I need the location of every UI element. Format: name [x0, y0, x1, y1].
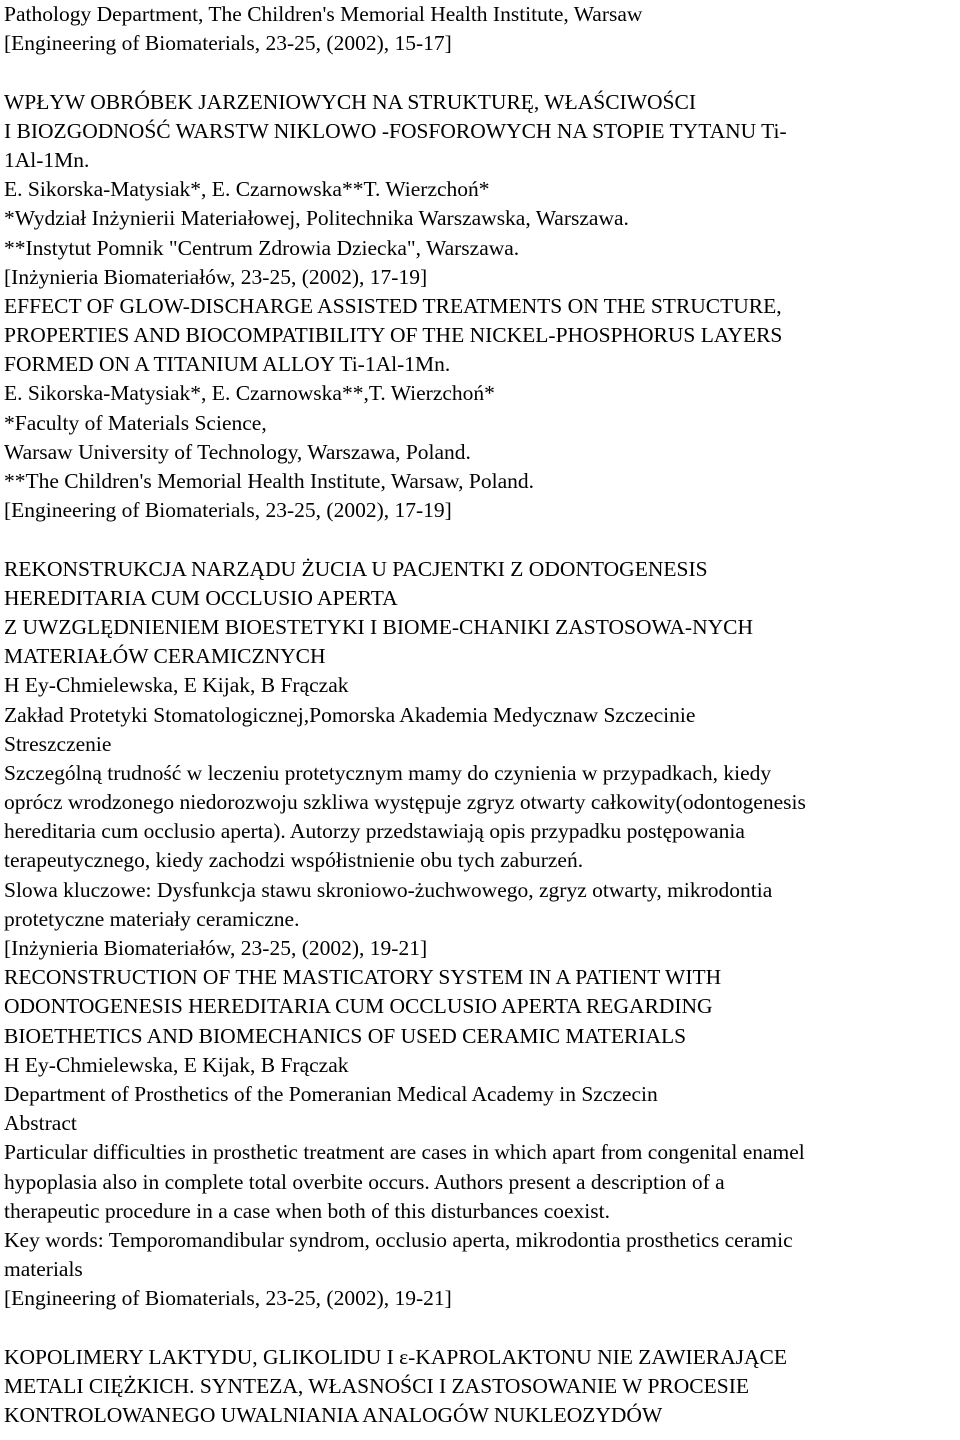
- text-line: Z UWZGLĘDNIENIEM BIOESTETYKI I BIOME-CHANIKI ZASTOSOWA-NYCH: [4, 614, 754, 639]
- text-line: HEREDITARIA CUM OCCLUSIO APERTA: [4, 585, 398, 610]
- text-line: [Engineering of Biomaterials, 23-25, (2002), 19-21]: [4, 1286, 452, 1311]
- text-line: EFFECT OF GLOW-DISCHARGE ASSISTED TREATMENTS ON THE STRUCTURE,: [4, 293, 782, 318]
- text-line: METALI CIĘŻKICH. SYNTEZA, WŁASNOŚCI I ZASTOSOWANIE W PROCESIE: [4, 1373, 749, 1398]
- text-line: *Faculty of Materials Science,: [4, 410, 267, 435]
- text-line: [Engineering of Biomaterials, 23-25, (2002), 17-19]: [4, 498, 452, 523]
- text-line: BIOETHETICS AND BIOMECHANICS OF USED CERAMIC MATERIALS: [4, 1023, 687, 1048]
- text-line: terapeutycznego, kiedy zachodzi współistnienie obu tych zaburzeń.: [4, 848, 584, 873]
- text-line: Streszczenie: [4, 731, 112, 756]
- text-line: KONTROLOWANEGO UWALNIANIA ANALOGÓW NUKLEOZYDÓW: [4, 1403, 663, 1427]
- text-line: [Engineering of Biomaterials, 23-25, (2002), 15-17]: [4, 31, 452, 56]
- text-line: Key words: Temporomandibular syndrom, occlusio aperta, mikrodontia prosthetics ceramic: [4, 1227, 793, 1252]
- text-line: E. Sikorska-Matysiak*, E. Czarnowska**,T. Wierzchoń*: [4, 381, 495, 406]
- text-line: WPŁYW OBRÓBEK JARZENIOWYCH NA STRUKTURĘ, WŁAŚCIWOŚCI: [4, 89, 696, 114]
- text-line: therapeutic procedure in a case when both of this disturbances coexist.: [4, 1198, 610, 1223]
- text-line: REKONSTRUKCJA NARZĄDU ŻUCIA U PACJENTKI Z ODONTOGENESIS: [4, 556, 708, 581]
- text-line: ODONTOGENESIS HEREDITARIA CUM OCCLUSIO APERTA REGARDING: [4, 994, 713, 1019]
- blank-line: [4, 58, 960, 87]
- text-line: **The Children's Memorial Health Institute, Warsaw, Poland.: [4, 469, 534, 493]
- text-line: hypoplasia also in complete total overbite occurs. Authors present a description of a: [4, 1169, 725, 1194]
- text-line: [Inżynieria Biomateriałów, 23-25, (2002), 19-21]: [4, 936, 428, 960]
- text-line: MATERIAŁÓW CERAMICZNYCH: [4, 644, 326, 669]
- text-line: Department of Prosthetics of the Pomeranian Medical Academy in Szczecin: [4, 1081, 658, 1106]
- text-line: [Inżynieria Biomateriałów, 23-25, (2002), 17-19]: [4, 264, 428, 289]
- text-line: Szczególną trudność w leczeniu protetycznym mamy do czynienia w przypadkach, kiedy: [4, 760, 772, 785]
- text-line: Abstract: [4, 1111, 77, 1136]
- text-line: 1Al-1Mn.: [4, 147, 90, 172]
- text-line: Particular difficulties in prosthetic treatment are cases in which apart from congenital enamel: [4, 1140, 805, 1165]
- text-line: H Ey-Chmielewska, E Kijak, B Frączak: [4, 673, 349, 698]
- blank-line: [4, 525, 960, 554]
- blank-line: [4, 1313, 960, 1342]
- text-line: H Ey-Chmielewska, E Kijak, B Frączak: [4, 1052, 349, 1077]
- text-line: RECONSTRUCTION OF THE MASTICATORY SYSTEM IN A PATIENT WITH: [4, 965, 722, 990]
- text-line: I BIOZGODNOŚĆ WARSTW NIKLOWO -FOSFOROWYCH NA STOPIE TYTANU Ti-: [4, 118, 787, 143]
- text-line: protetyczne materiały ceramiczne.: [4, 906, 300, 931]
- text-line: Pathology Department, The Children's Memorial Health Institute, Warsaw: [4, 2, 643, 26]
- text-line: hereditaria cum occlusio aperta). Autorzy przedstawiają opis przypadku postępowania: [4, 819, 745, 844]
- text-line: materials: [4, 1257, 83, 1282]
- text-line: Zakład Protetyki Stomatologicznej,Pomorska Akademia Medycznaw Szczecinie: [4, 702, 696, 727]
- text-line: PROPERTIES AND BIOCOMPATIBILITY OF THE NICKEL-PHOSPHORUS LAYERS: [4, 323, 783, 348]
- text-line: KOPOLIMERY LAKTYDU, GLIKOLIDU I ε-KAPROLAKTONU NIE ZAWIERAJĄCE: [4, 1344, 788, 1369]
- text-line: Slowa kluczowe: Dysfunkcja stawu skroniowo-żuchwowego, zgryz otwarty, mikrodontia: [4, 877, 773, 902]
- text-line: **Instytut Pomnik "Centrum Zdrowia Dziecka", Warszawa.: [4, 235, 520, 260]
- text-line: E. Sikorska-Matysiak*, E. Czarnowska**T. Wierzchoń*: [4, 177, 490, 202]
- text-line: *Wydział Inżynierii Materiałowej, Politechnika Warszawska, Warszawa.: [4, 206, 629, 231]
- text-line: oprócz wrodzonego niedorozwoju szkliwa występuje zgryz otwarty całkowity(odontogenesis: [4, 790, 806, 815]
- text-line: FORMED ON A TITANIUM ALLOY Ti-1Al-1Mn.: [4, 352, 451, 377]
- text-line: Warsaw University of Technology, Warszawa, Poland.: [4, 439, 471, 464]
